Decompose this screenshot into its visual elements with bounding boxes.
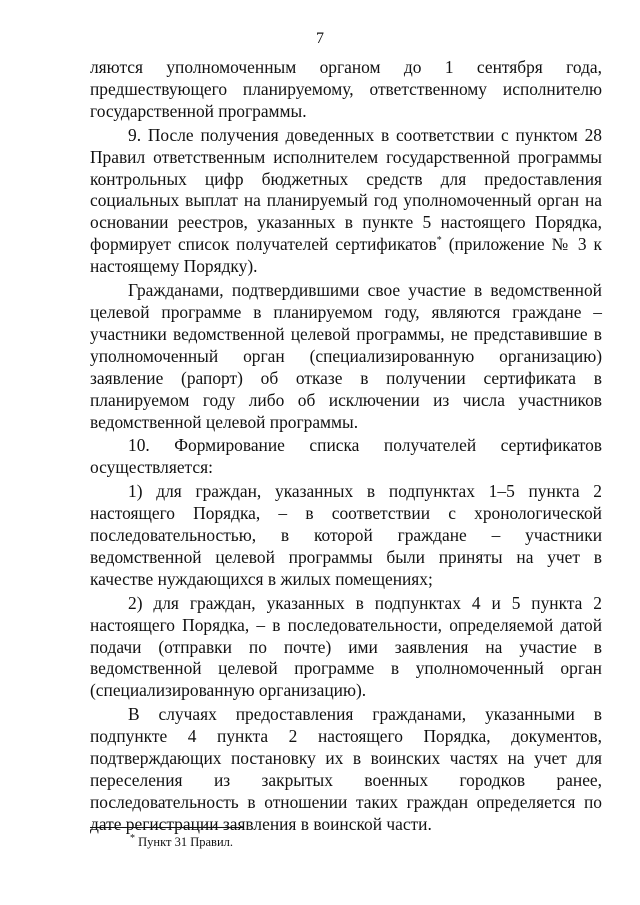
footnote-text: Пункт 31 Правил.: [138, 835, 233, 849]
paragraph-item-9: [90, 125, 602, 278]
paragraph-military-units: В случаях предоставления гражданами, указанными в подпункте 4 пункта 2 настоящего Порядка, документов, подтверждающих постановку их в воинских частях на учет для переселения из закрытых военных городков ранее, последовательность в отношении таких граждан определяется по дате регистрации заявления в воинской части.: [90, 704, 602, 834]
paragraph-subitem-2: 2) для граждан, указанных в подпунктах 4 и 5 пункта 2 настоящего Порядка, – в последовательности, определяемой датой подачи (отправки по почте) ими заявления на участие в ведомственной целевой программе в уполномоченный орган (специализированную организацию).: [90, 592, 602, 701]
footnote-marker: *: [436, 235, 442, 247]
paragraph-participants: Гражданами, подтвердившими свое участие в ведомственной целевой программе в планируемом году, являются граждане – участники ведомственной целевой программы, не представившие в уполномоченный орган (специализированную организацию) заявление (рапорт) об отказе в получении сертификата в планируемом году либо об исключении из числа участников ведомственной целевой программы.: [90, 280, 602, 432]
paragraph-item-9-tail: (приложение № 3 к настоящему Порядку).: [90, 234, 602, 277]
paragraph-item-9-text: 9. После получения доведенных в соответствии с пунктом 28 Правил ответственным исполнителем государственной программы контрольных цифр бюджетных средств для предоставления социальных выплат на планируемый год уполномоченный орган на основании реестров, указанных в пункте 5 настоящего Порядка, формирует список получателей сертификатов: [90, 124, 602, 255]
page-number: 7: [316, 30, 324, 47]
footnote-divider: [90, 827, 244, 828]
paragraph-item-10: 10. Формирование списка получателей сертификатов осуществляется:: [90, 435, 602, 478]
footnote: [130, 832, 233, 850]
footnote-marker-bottom: *: [130, 832, 135, 844]
paragraph-continuation: ляются уполномоченным органом до 1 сентября года, предшествующего планируемому, ответственному исполнителю государственной программы.: [90, 57, 602, 121]
document-body: [90, 57, 602, 838]
paragraph-subitem-1: 1) для граждан, указанных в подпунктах 1–5 пункта 2 настоящего Порядка, – в соответствии с хронологической последовательностью, в которой граждане – участники ведомственной целевой программы были приняты на учет в качестве нуждающихся в жилых помещениях;: [90, 481, 602, 589]
